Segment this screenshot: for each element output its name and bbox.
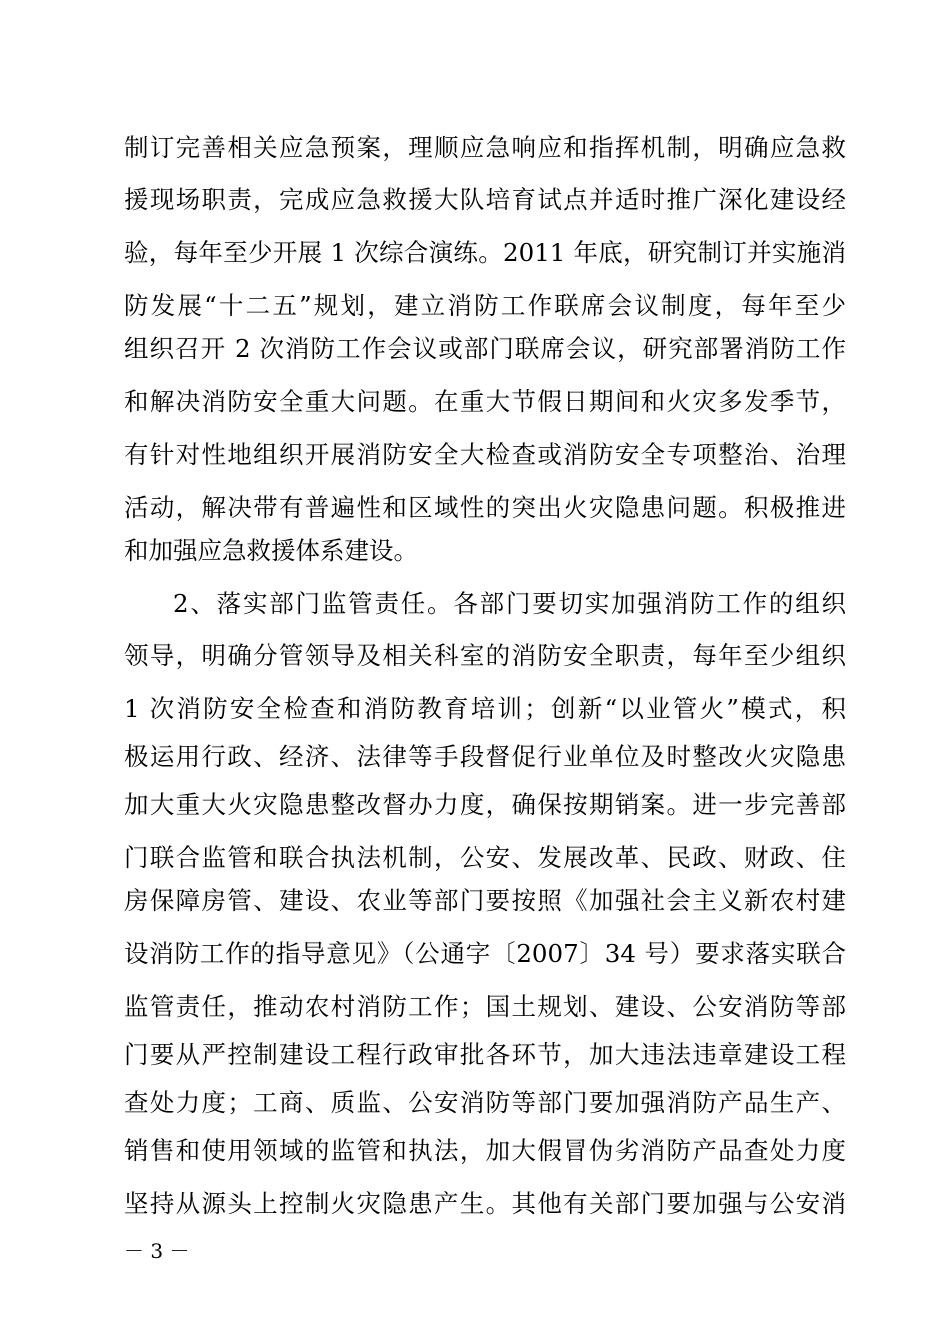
text-line-19: 门要从严控制建设工程行政审批各环节，加大违法违章建设工程: [124, 1040, 846, 1069]
text-line-3: 验，每年至少开展 1 次综合演练。2011 年底，研究制订并实施消: [124, 238, 846, 267]
page-number: － 3 －: [124, 1239, 190, 1263]
text-line-12: 1 次消防安全检查和消防教育培训；创新“以业管火”模式，积: [124, 694, 846, 723]
text-line-16: 房保障房管、建设、农业等部门要按照《加强社会主义新农村建: [124, 886, 846, 915]
text-line-7: 有针对性地组织开展消防安全大检查或消防安全专项整治、治理: [124, 440, 846, 469]
text-line-9: 和加强应急救援体系建设。: [124, 536, 418, 565]
text-line-10: 2、落实部门监管责任。各部门要切实加强消防工作的组织: [173, 589, 846, 618]
text-line-1: 制订完善相关应急预案，理顺应急响应和指挥机制，明确应急救: [124, 133, 846, 162]
text-line-17: 设消防工作的指导意见》（公通字〔2007〕34 号）要求落实联合: [124, 939, 846, 968]
text-line-15: 门联合监管和联合执法机制，公安、发展改革、民政、财政、住: [124, 843, 846, 872]
text-line-14: 加大重大火灾隐患整改督办力度，确保按期销案。进一步完善部: [124, 790, 846, 819]
text-line-11: 领导，明确分管领导及相关科室的消防安全职责，每年至少组织: [124, 641, 846, 670]
text-line-8: 活动，解决带有普遍性和区域性的突出火灾隐患问题。积极推进: [124, 493, 846, 522]
text-line-6: 和解决消防安全重大问题。在重大节假日期间和火灾多发季节，: [124, 387, 846, 416]
text-line-22: 坚持从源头上控制火灾隐患产生。其他有关部门要加强与公安消: [124, 1189, 846, 1218]
text-line-21: 销售和使用领域的监管和执法，加大假冒伪劣消防产品查处力度: [124, 1136, 846, 1165]
text-line-18: 监管责任，推动农村消防工作；国土规划、建设、公安消防等部: [124, 992, 846, 1021]
text-line-13: 极运用行政、经济、法律等手段督促行业单位及时整改火灾隐患: [124, 742, 846, 771]
text-line-5: 组织召开 2 次消防工作会议或部门联席会议，研究部署消防工作: [124, 334, 846, 363]
text-line-4: 防发展“十二五”规划，建立消防工作联席会议制度，每年至少: [124, 291, 846, 320]
text-line-2: 援现场职责，完成应急救援大队培育试点并适时推广深化建设经: [124, 185, 846, 214]
text-line-20: 查处力度；工商、质监、公安消防等部门要加强消防产品生产、: [124, 1088, 846, 1117]
